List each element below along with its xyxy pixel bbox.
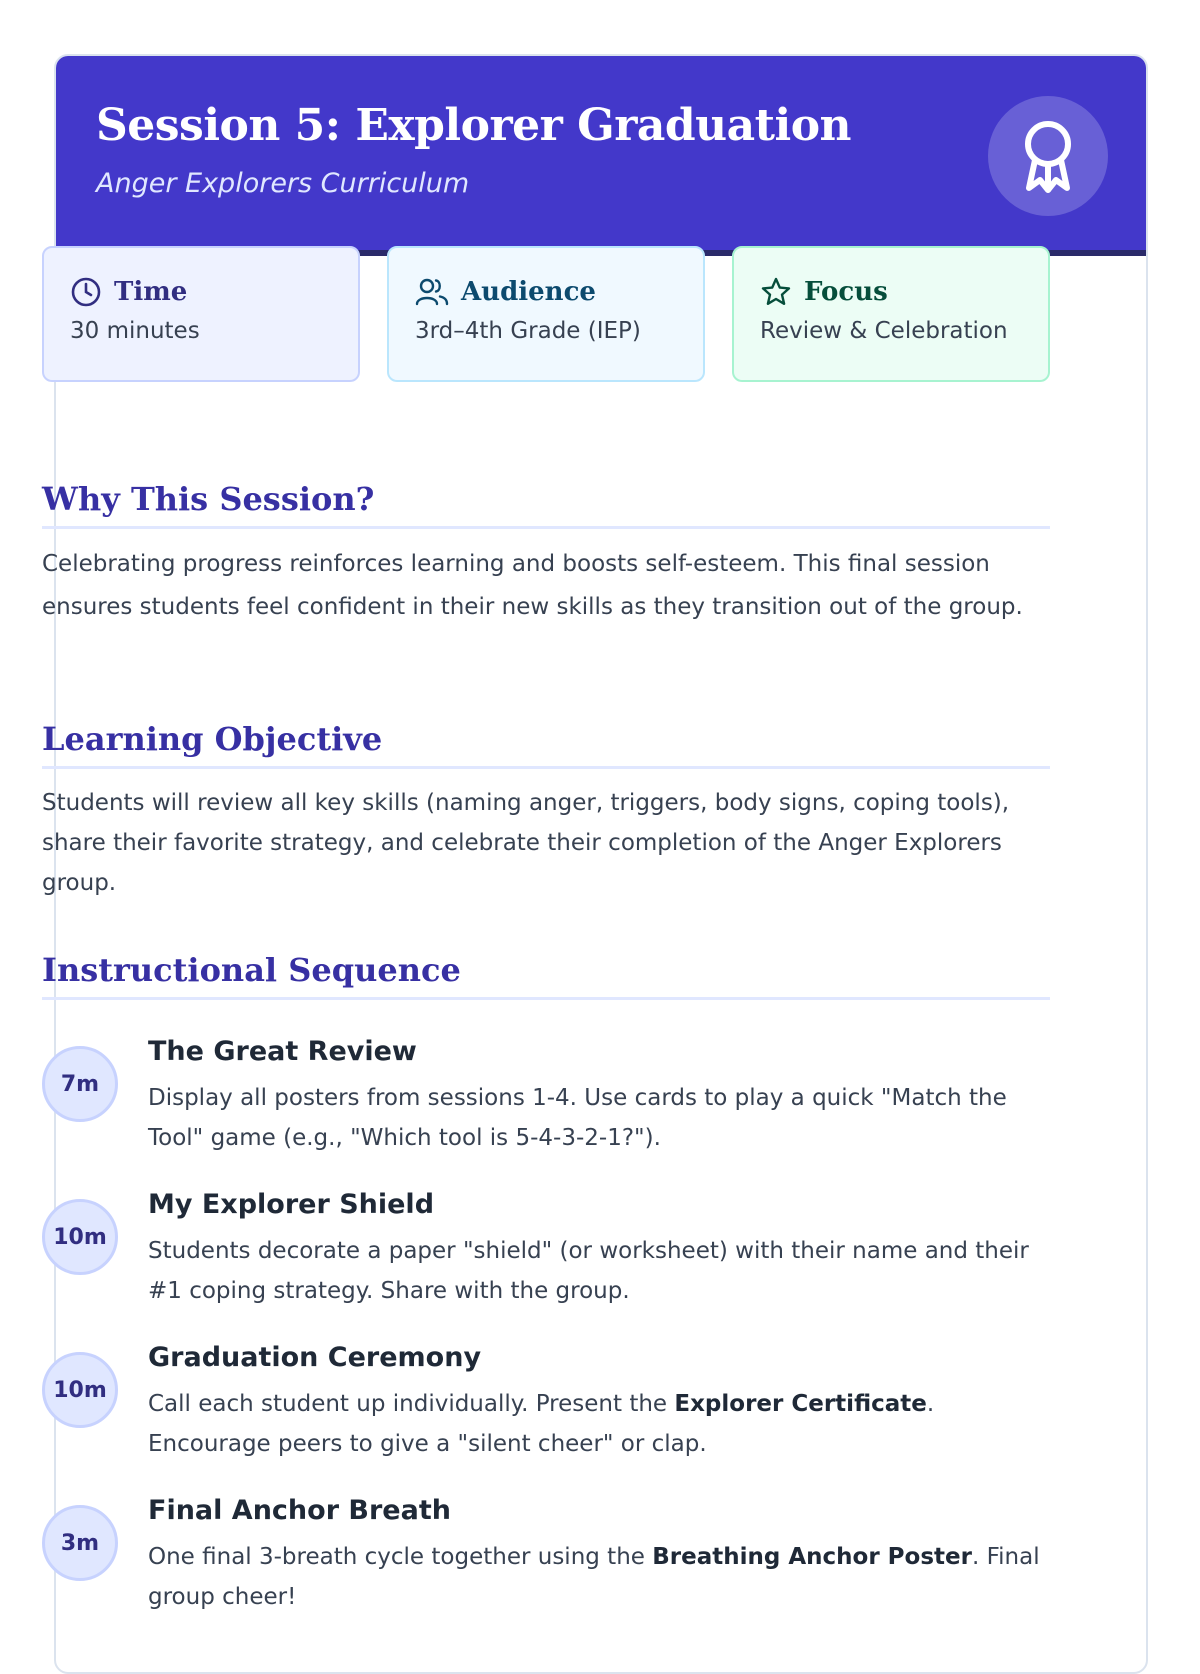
info-label: Audience [461,277,596,307]
page-title: Session 5: Explorer Graduation [96,100,852,151]
step-title: Graduation Ceremony [148,1342,482,1373]
curriculum-subtitle: Anger Explorers Curriculum [96,168,470,199]
info-value: 30 minutes [70,318,200,344]
sequence-step [42,1495,1050,1645]
info-value: 3rd–4th Grade (IEP) [415,318,641,344]
section-text: Celebrating progress reinforces learning and boosts self-esteem. This final session ensures students feel confident in their new skills as they transition out of the group. [42,551,1023,620]
info-value: Review & Celebration [760,318,1008,344]
info-label: Time [114,277,188,307]
info-card-audience [387,246,705,382]
session-info-row [42,246,1050,382]
clock-icon [70,276,102,308]
section-heading: Instructional Sequence [42,951,1050,1000]
section-heading: Learning Objective [42,720,1050,769]
sequence-step [42,1189,1050,1339]
duration-badge: 7m [42,1046,118,1122]
star-icon [760,276,792,308]
objective-section [42,720,1050,903]
users-icon [415,276,449,308]
step-description: Students decorate a paper "shield" (or worksheet) with their name and their #1 coping strategy. Share with the group. [148,1238,1029,1304]
why-section [42,480,1050,629]
duration-badge: 3m [42,1505,118,1581]
step-title: Final Anchor Breath [148,1495,451,1526]
sequence-section [42,951,1050,1000]
award-ribbon-icon [1020,118,1076,194]
duration-badge: 10m [42,1352,118,1428]
session-header [56,56,1146,256]
section-text: Students will review all key skills (naming anger, triggers, body signs, coping tools), share their favorite strategy, and celebrate their completion of the Anger Explorers group. [42,790,1010,896]
step-description: Display all posters from sessions 1-4. Use cards to play a quick "Match the Tool" game (e.g., "Which tool is 5-4-3-2-1?"). [148,1085,1007,1151]
sequence-step [42,1342,1050,1492]
sequence-step [42,1036,1050,1186]
duration-badge: 10m [42,1199,118,1275]
info-card-time [42,246,360,382]
info-card-focus [732,246,1050,382]
step-title: My Explorer Shield [148,1189,435,1220]
step-title: The Great Review [148,1036,417,1067]
section-heading: Why This Session? [42,480,1050,529]
award-badge [988,96,1108,216]
info-label: Focus [804,277,888,307]
step-description: Call each student up individually. Present the Explorer Certificate. Encourage peers to give a "silent cheer" or clap. [148,1391,935,1457]
step-description: One final 3-breath cycle together using the Breathing Anchor Poster. Final group cheer! [148,1544,1040,1610]
